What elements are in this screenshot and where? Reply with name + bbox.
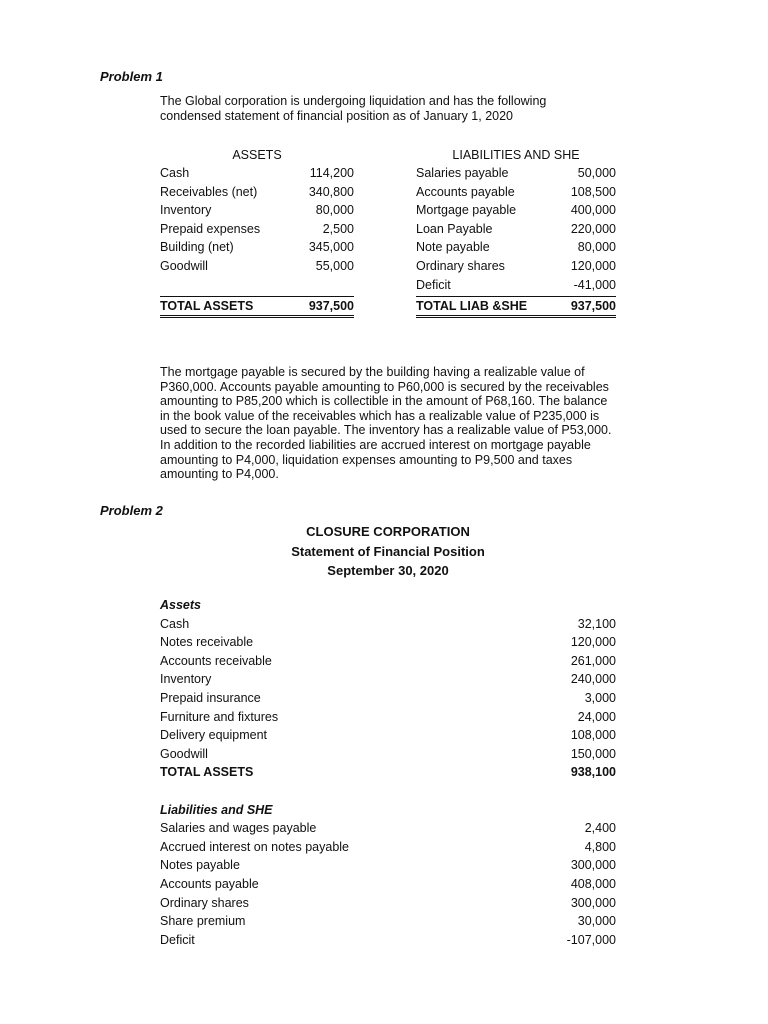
- row-label: Salaries payable: [416, 166, 509, 180]
- row-value: 345,000: [308, 240, 354, 255]
- row-label: Share premium: [160, 914, 246, 929]
- problem-2-title: Problem 2: [100, 503, 163, 518]
- row-value: -41,000: [573, 277, 616, 292]
- row-value: 114,200: [309, 166, 354, 180]
- table-row: [160, 238, 354, 257]
- row-label: Salaries and wages payable: [160, 821, 317, 836]
- row-label: Ordinary shares: [160, 895, 249, 910]
- row-value: 30,000: [577, 914, 616, 929]
- table-row: [160, 652, 616, 671]
- total-value: 937,500: [570, 299, 616, 314]
- row-value: 300,000: [570, 858, 616, 873]
- total-label: TOTAL LIAB &SHE: [416, 299, 528, 314]
- table-row: [160, 708, 616, 727]
- table-row: [160, 615, 616, 634]
- row-value: 150,000: [570, 746, 616, 761]
- liabilities-section-heading: Liabilities and SHE: [160, 802, 273, 817]
- row-value: 2,500: [322, 221, 354, 236]
- row-label: Delivery equipment: [160, 728, 267, 743]
- row-label: Loan Payable: [416, 221, 493, 236]
- row-value: 240,000: [570, 672, 616, 687]
- problem-1-intro: The Global corporation is undergoing liquidation and has the following condensed statement of financial position as of January 1, 2020: [160, 94, 547, 123]
- table-row: [160, 670, 616, 689]
- row-value: 50,000: [577, 166, 616, 180]
- row-value: 80,000: [315, 203, 354, 218]
- table-row: [160, 875, 616, 894]
- table-row: [160, 257, 354, 276]
- table-row: [160, 220, 354, 239]
- row-value: 340,800: [308, 184, 354, 199]
- row-label: Accounts payable: [160, 876, 259, 891]
- statement-header: [160, 522, 616, 581]
- row-label: Inventory: [160, 672, 212, 687]
- row-label: Cash: [160, 166, 190, 180]
- row-value: 55,000: [315, 258, 354, 273]
- spacer: [160, 782, 616, 801]
- row-label: Receivables (net): [160, 184, 258, 199]
- table-row: [160, 726, 616, 745]
- table-row: [160, 819, 616, 838]
- row-value: 2,400: [584, 821, 616, 836]
- assets-header: ASSETS: [232, 148, 282, 162]
- row-value: 108,500: [570, 184, 616, 199]
- total-label: TOTAL ASSETS: [160, 299, 254, 314]
- table-row: [160, 633, 616, 652]
- row-label: Accounts receivable: [160, 653, 272, 668]
- row-value: 3,000: [584, 690, 616, 705]
- row-label: Prepaid expenses: [160, 221, 261, 236]
- row-value: 400,000: [570, 203, 616, 218]
- row-label: Mortgage payable: [416, 203, 517, 218]
- row-value: 408,000: [570, 876, 616, 891]
- table-row: [416, 183, 616, 202]
- table-row: [416, 257, 616, 276]
- row-label: Notes payable: [160, 858, 240, 873]
- table-row: [416, 220, 616, 239]
- statement-title: Statement of Financial Position: [291, 543, 485, 559]
- row-value: 120,000: [570, 258, 616, 273]
- row-label: Note payable: [416, 240, 490, 255]
- table-row: [160, 183, 354, 202]
- row-label: Prepaid insurance: [160, 690, 261, 705]
- table-row: [416, 201, 616, 220]
- financial-position-table: [160, 596, 616, 949]
- row-value: 108,000: [570, 728, 616, 743]
- total-value: 937,500: [308, 299, 354, 314]
- row-value: 220,000: [570, 221, 616, 236]
- blank-row: [160, 276, 354, 295]
- row-value: 32,100: [577, 616, 616, 631]
- table-row: [160, 856, 616, 875]
- table-row: [160, 838, 616, 857]
- table-row: [160, 745, 616, 764]
- table-row: [416, 276, 616, 295]
- table-row: [416, 238, 616, 257]
- total-value: 938,100: [570, 765, 616, 780]
- row-value: 120,000: [570, 635, 616, 650]
- row-value: -107,000: [566, 932, 616, 947]
- row-label: Accounts payable: [416, 184, 515, 199]
- row-label: Ordinary shares: [416, 258, 505, 273]
- table-row: [160, 201, 354, 220]
- row-label: Inventory: [160, 203, 212, 218]
- row-label: Deficit: [160, 932, 195, 947]
- row-value: 24,000: [577, 709, 616, 724]
- table-row: [160, 164, 354, 183]
- table-row: [160, 894, 616, 913]
- liabilities-column: [416, 146, 616, 318]
- row-label: Cash: [160, 616, 190, 631]
- table-row: [160, 912, 616, 931]
- total-assets-row: [160, 296, 354, 318]
- row-label: Deficit: [416, 277, 451, 292]
- row-value: 80,000: [577, 240, 616, 255]
- statement-date: September 30, 2020: [327, 563, 449, 578]
- total-assets-row: [160, 763, 616, 782]
- row-label: Building (net): [160, 240, 234, 255]
- row-label: Furniture and fixtures: [160, 709, 279, 724]
- row-value: 261,000: [570, 653, 616, 668]
- problem-1-title: Problem 1: [100, 69, 163, 84]
- row-label: Notes receivable: [160, 635, 254, 650]
- assets-column: [160, 146, 354, 318]
- total-label: TOTAL ASSETS: [160, 765, 254, 780]
- row-label: Goodwill: [160, 746, 208, 761]
- row-value: 4,800: [584, 839, 616, 854]
- company-name: CLOSURE CORPORATION: [306, 524, 470, 539]
- assets-section-heading: Assets: [160, 598, 201, 612]
- row-value: 300,000: [570, 895, 616, 910]
- table-row: [160, 689, 616, 708]
- table-row: [160, 931, 616, 950]
- row-label: Accrued interest on notes payable: [160, 839, 350, 854]
- table-row: [416, 164, 616, 183]
- row-label: Goodwill: [160, 258, 208, 273]
- liabilities-header: LIABILITIES AND SHE: [452, 148, 580, 162]
- total-liab-row: [416, 296, 616, 318]
- problem-1-details: The mortgage payable is secured by the building having a realizable value of P360,000. Accounts payable amounting to P60,000 is secured by the receivables amounting to P85,200 which is collectible in the amount of P68,160. The balance in the book value of the receivables which has a realizable value of P235,000 is used to secure the loan payable. The inventory has a realizable value of P53,000. In addition to the recorded liabilities are accrued interest on mortgage payable amounting to P4,000, liquidation expenses amounting to P9,500 and taxes amounting to P4,000.: [160, 365, 612, 482]
